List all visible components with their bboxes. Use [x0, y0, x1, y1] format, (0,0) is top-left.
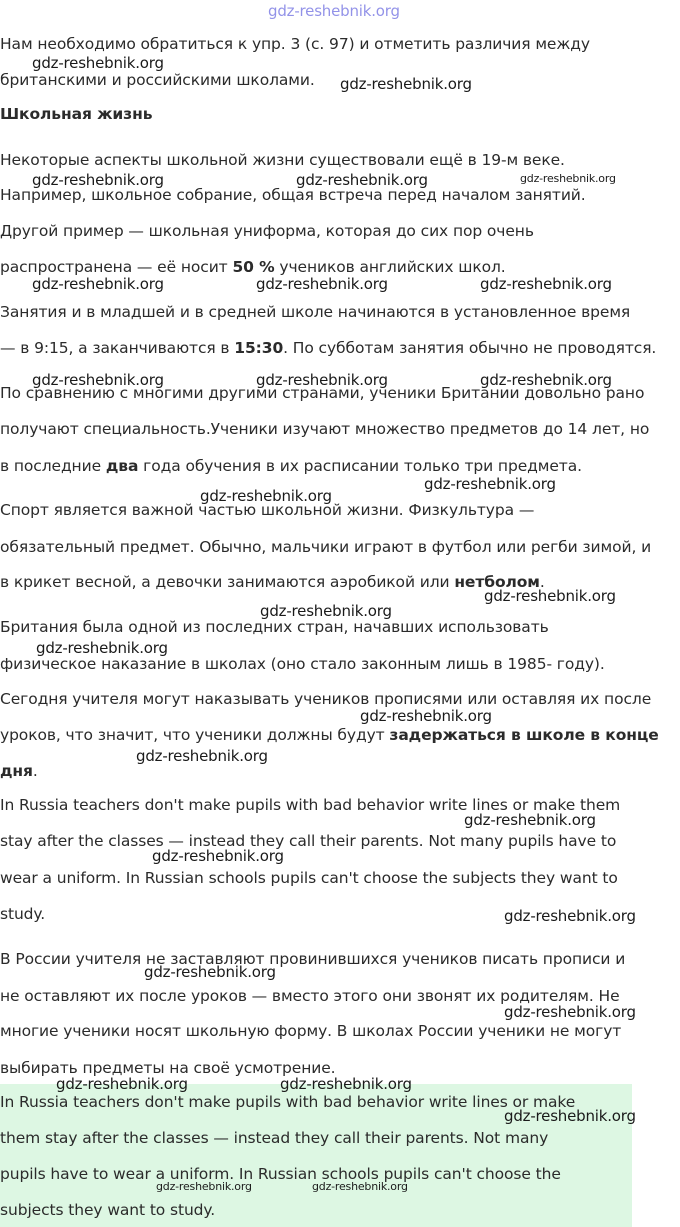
- p4-line-3-a: в крикет весной, а девочки занимаются аэробикой или: [0, 573, 455, 591]
- p3-line-3-a: в последние: [0, 457, 106, 475]
- p6-line-2-a: уроков, что значит, что ученики должны будут: [0, 726, 390, 744]
- watermark: gdz-reshebnik.org: [504, 1107, 636, 1125]
- watermark: gdz-reshebnik.org: [256, 371, 388, 389]
- watermark: gdz-reshebnik.org: [480, 371, 612, 389]
- p6-line-3: [0, 761, 38, 781]
- p2-time: 15:30: [234, 339, 284, 357]
- p1-line-3: Другой пример — школьная униформа, которая до сих пор очень: [0, 222, 534, 240]
- p4-line-3-c: .: [539, 573, 545, 591]
- english-line-3: wear a uniform. In Russian schools pupils can't choose the subjects they want to: [0, 869, 618, 887]
- watermark: gdz-reshebnik.org: [484, 587, 616, 605]
- p1-line-1: Некоторые аспекты школьной жизни существовали ещё в 19-м веке.: [0, 151, 565, 169]
- p3-line-2: получают специальность.Ученики изучают множество предметов до 14 лет, но: [0, 420, 650, 438]
- p3-line-3: [0, 456, 582, 476]
- watermark: gdz-reshebnik.org: [152, 847, 284, 865]
- p1-line-4: [0, 257, 506, 277]
- answer-line-1: In Russia teachers don't make pupils with bad behavior write lines or make: [0, 1093, 576, 1111]
- english-line-1: In Russia teachers don't make pupils with bad behavior write lines or make them: [0, 796, 621, 814]
- watermark-top: gdz-reshebnik.org: [268, 2, 400, 20]
- watermark: gdz-reshebnik.org: [32, 275, 164, 293]
- watermark: gdz-reshebnik.org: [32, 371, 164, 389]
- p6-line-2: [0, 725, 659, 745]
- p6-line-1: Сегодня учителя могут наказывать учеников прописями или оставляя их после: [0, 690, 652, 708]
- p4-netball: нетболом: [454, 573, 540, 591]
- watermark: gdz-reshebnik.org: [200, 487, 332, 505]
- p2-line-2-c: . По субботам занятия обычно не проводятся.: [283, 339, 657, 357]
- p6-stay-late: задержаться в школе в конце: [389, 726, 659, 744]
- watermark: gdz-reshebnik.org: [280, 1075, 412, 1093]
- watermark: gdz-reshebnik.org: [424, 475, 556, 493]
- watermark: gdz-reshebnik.org: [480, 275, 612, 293]
- p3-line-1: По сравнению с многими другими странами, ученики Британии довольно рано: [0, 384, 645, 402]
- watermark: gdz-reshebnik.org: [56, 1075, 188, 1093]
- p6-day: дня: [0, 762, 33, 780]
- english-line-4: study.: [0, 905, 46, 923]
- russian-line-2: не оставляют их после уроков — вместо этого они звонят их родителям. Не: [0, 987, 620, 1005]
- p4-line-1: Спорт является важной частью школьной жизни. Физкультура —: [0, 501, 535, 519]
- watermark: gdz-reshebnik.org: [260, 602, 392, 620]
- p1-line-2: Например, школьное собрание, общая встреча перед началом занятий.: [0, 186, 586, 204]
- russian-line-4: выбирать предметы на своё усмотрение.: [0, 1059, 336, 1077]
- p6-line-3-c: .: [32, 762, 38, 780]
- p2-line-1: Занятия и в младшей и в средней школе начинаются в установленное время: [0, 303, 631, 321]
- p1-line-4-a: распространена — её носит: [0, 258, 233, 276]
- p4-line-3: [0, 572, 545, 592]
- answer-line-2: them stay after the classes — instead they call their parents. Not many: [0, 1129, 549, 1147]
- russian-line-3: многие ученики носят школьную форму. В школах России ученики не могут: [0, 1022, 622, 1040]
- p3-two: два: [105, 457, 139, 475]
- p4-line-2: обязательный предмет. Обычно, мальчики играют в футбол или регби зимой, и: [0, 538, 652, 556]
- intro-line-2: британскими и российскими школами.: [0, 71, 315, 89]
- p1-percent: 50 %: [232, 258, 275, 276]
- watermark: gdz-reshebnik.org: [504, 1003, 636, 1021]
- answer-line-4: subjects they want to study.: [0, 1201, 216, 1219]
- watermark: gdz-reshebnik.org: [312, 1180, 408, 1193]
- p5-line-2: физическое наказание в школах (оно стало законным лишь в 1985- году).: [0, 655, 605, 673]
- watermark: gdz-reshebnik.org: [136, 747, 268, 765]
- p2-line-2-a: — в 9:15, а заканчиваются в: [0, 339, 235, 357]
- russian-line-1: В России учителя не заставляют провинившихся учеников писать прописи и: [0, 950, 626, 968]
- watermark: gdz-reshebnik.org: [464, 811, 596, 829]
- p2-line-2: [0, 338, 656, 358]
- watermark: gdz-reshebnik.org: [32, 171, 164, 189]
- watermark: gdz-reshebnik.org: [156, 1180, 252, 1193]
- watermark: gdz-reshebnik.org: [360, 707, 492, 725]
- p1-line-4-c: учеников английских школ.: [274, 258, 506, 276]
- watermark: gdz-reshebnik.org: [256, 275, 388, 293]
- intro-line-1: Нам необходимо обратиться к упр. 3 (с. 97) и отметить различия между: [0, 35, 590, 53]
- watermark: gdz-reshebnik.org: [520, 172, 616, 185]
- p3-line-3-c: года обучения в их расписании только три предмета.: [138, 457, 582, 475]
- watermark: gdz-reshebnik.org: [144, 963, 276, 981]
- p5-line-1: Британия была одной из последних стран, начавших использовать: [0, 618, 549, 636]
- answer-line-3: pupils have to wear a uniform. In Russian schools pupils can't choose the: [0, 1165, 561, 1183]
- watermark: gdz-reshebnik.org: [32, 54, 164, 72]
- watermark: gdz-reshebnik.org: [296, 171, 428, 189]
- english-line-2: stay after the classes — instead they call their parents. Not many pupils have to: [0, 832, 617, 850]
- watermark: gdz-reshebnik.org: [504, 907, 636, 925]
- watermark: gdz-reshebnik.org: [340, 75, 472, 93]
- section-heading: Школьная жизнь: [0, 105, 153, 123]
- watermark: gdz-reshebnik.org: [36, 639, 168, 657]
